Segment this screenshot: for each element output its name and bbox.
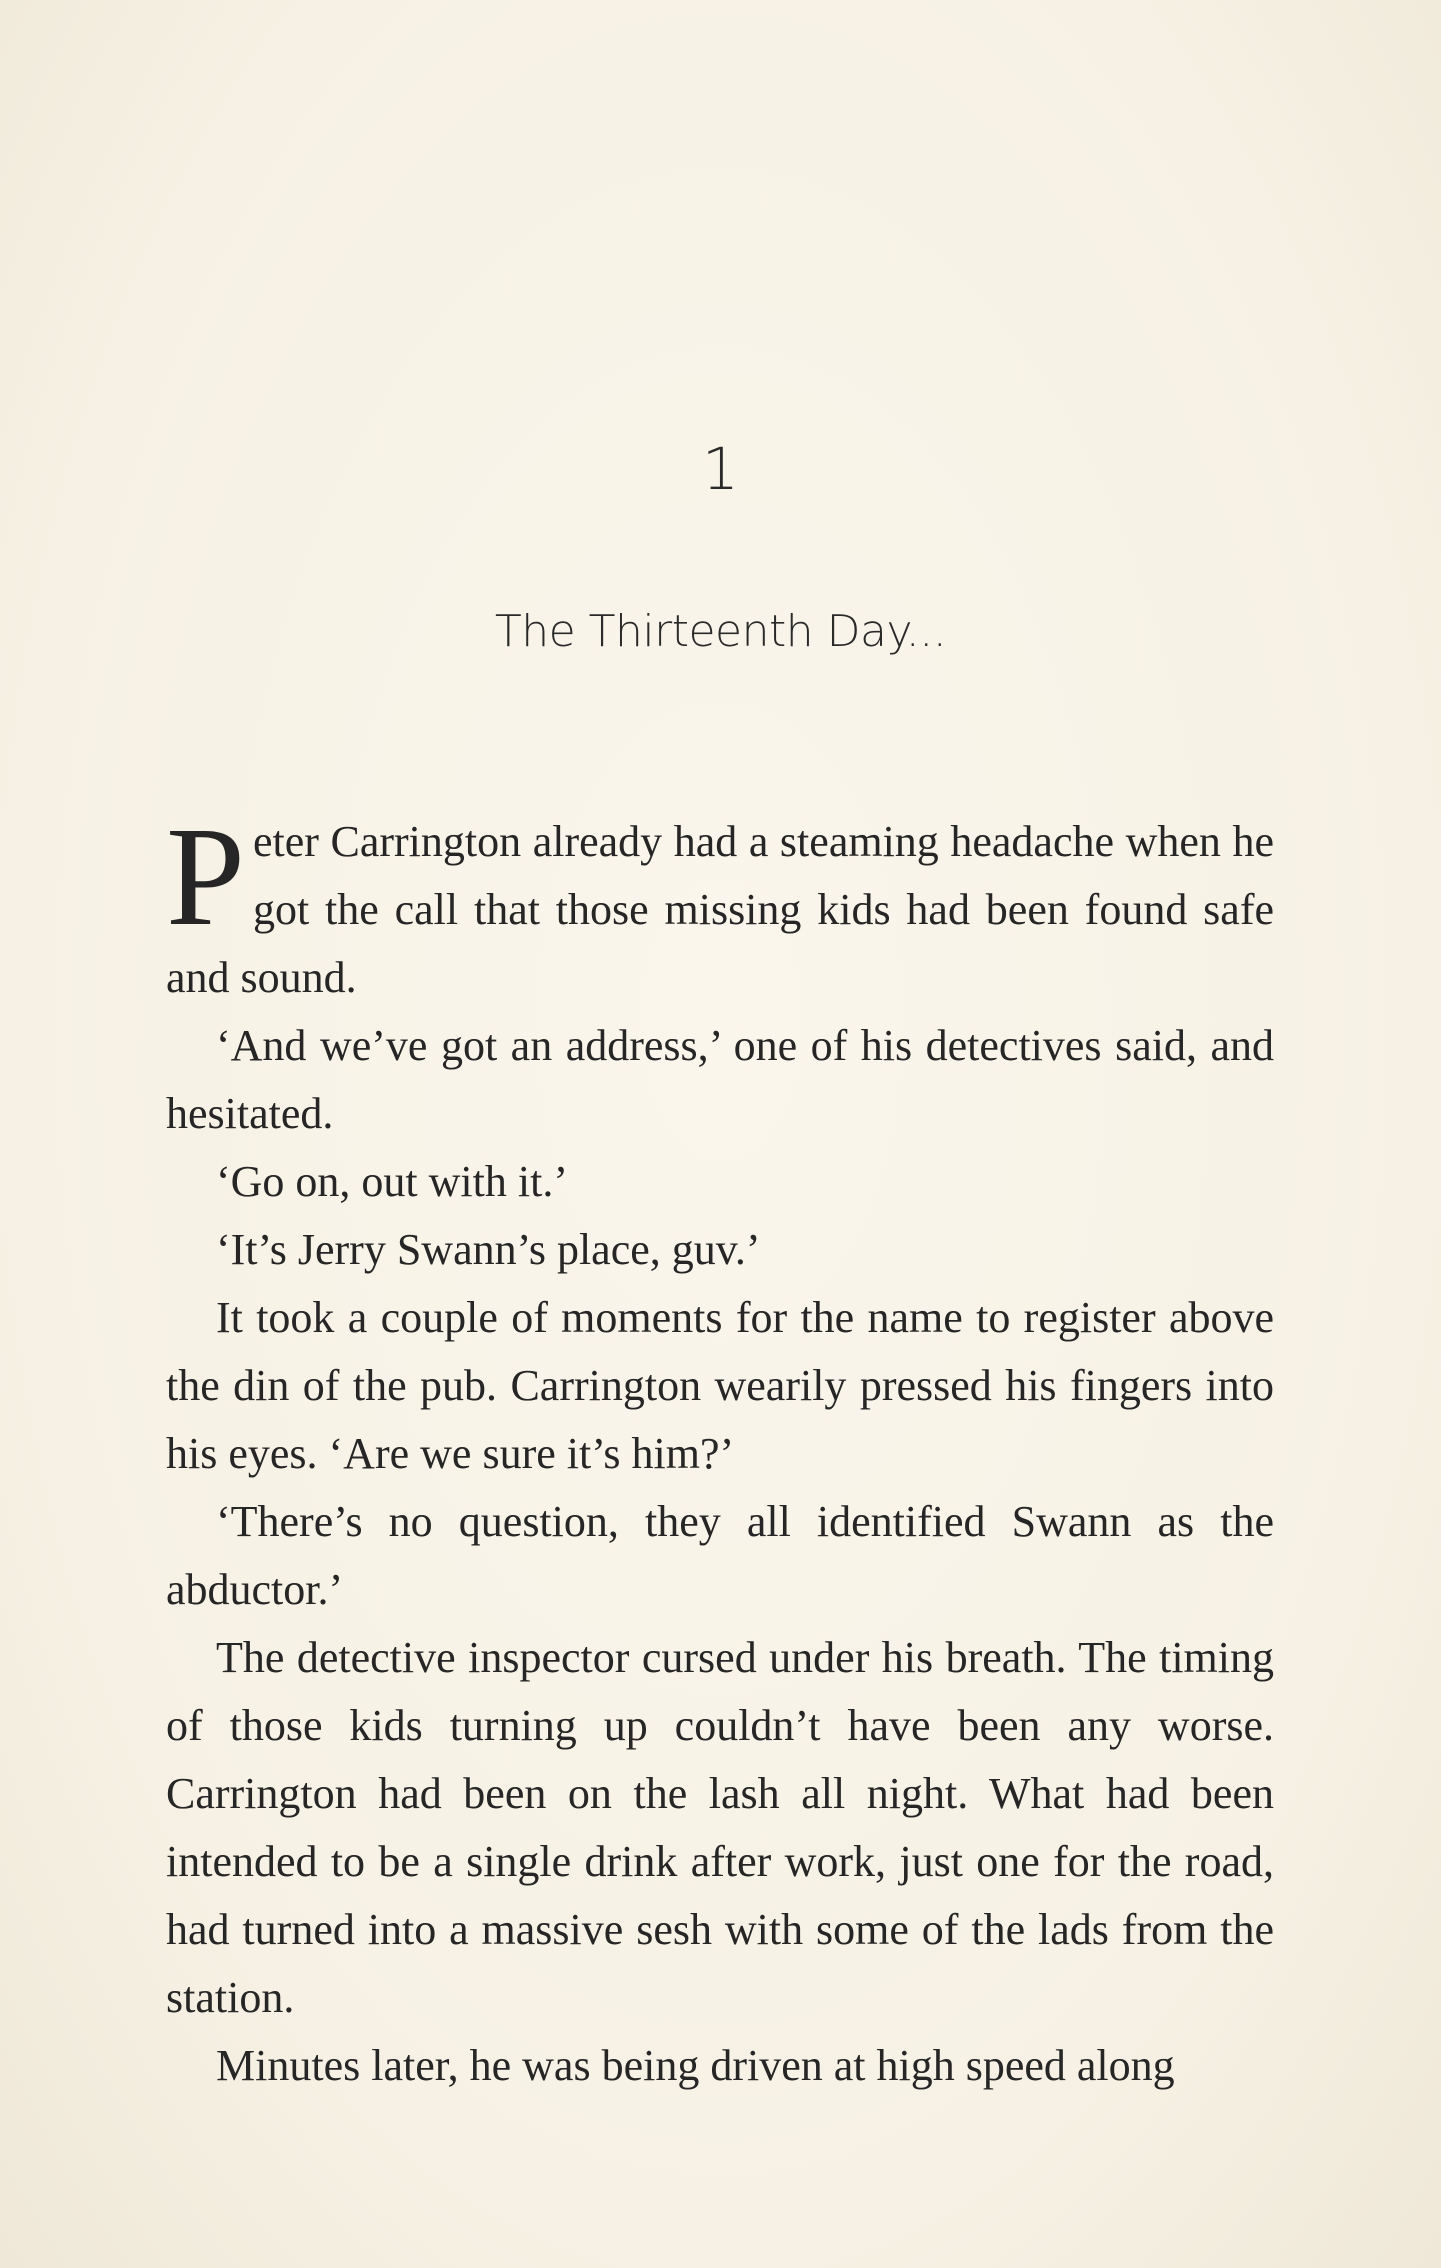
paragraph: ‘There’s no question, they all identified Swann as the abductor.’ (166, 1497, 1274, 1614)
drop-cap: P (166, 797, 245, 955)
paragraph: ‘And we’ve got an address,’ one of his detectives said, and hesitated. (166, 1021, 1274, 1138)
paragraph (166, 797, 1274, 1012)
paragraph: Minutes later, he was being driven at high speed along (216, 2041, 1175, 2090)
paragraph: It took a couple of moments for the name to register above the din of the pub. Carrington wearily pressed his fingers into his eyes. ‘Are we sure it’s him?’ (166, 1293, 1274, 1478)
chapter-number: 1 (702, 435, 739, 503)
chapter-title: The Thirteenth Day... (494, 606, 947, 657)
paragraph: The detective inspector cursed under his breath. The timing of those kids turning up couldn’t have been any worse. Carrington had been on the lash all night. What had been intended to be a single drink after work, just one for the road, had turned into a massive sesh with some of the lads from the station. (166, 1633, 1274, 2022)
chapter-body (166, 797, 1274, 2100)
paragraph-text: eter Carrington already had a steaming headache when he got the call that those missing kids had been found safe and sound. (166, 817, 1274, 1002)
paragraph: ‘It’s Jerry Swann’s place, guv.’ (216, 1225, 761, 1274)
paragraph: ‘Go on, out with it.’ (216, 1157, 568, 1206)
